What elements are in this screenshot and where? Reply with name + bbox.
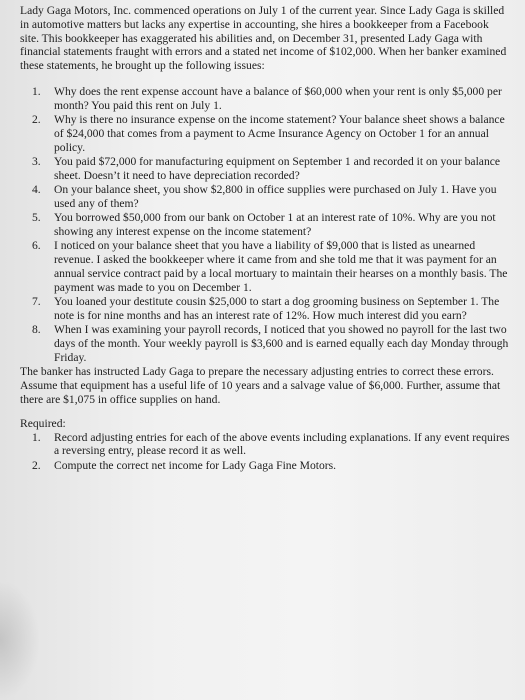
issues-list: [20, 85, 510, 364]
list-item: [32, 211, 510, 239]
list-item: [32, 183, 510, 211]
required-heading: Required:: [20, 416, 66, 430]
list-item: [32, 295, 510, 323]
item-text: You loaned your destitute cousin $25,000 to start a dog grooming business on September 1. The note is for nine months and has an interest rate of 12%. How much interest did you earn?: [54, 294, 500, 322]
item-number: 7.: [32, 294, 41, 308]
item-number: 5.: [32, 211, 41, 225]
item-text: Why is there no insurance expense on the income statement? Your balance sheet shows a balance of $24,000 that comes from a payment to Acme Insurance Agency on October 1 for an annual policy.: [54, 113, 505, 154]
item-number: 1.: [32, 430, 41, 444]
item-text: I noticed on your balance sheet that you have a liability of $9,000 that is listed as unearned revenue. I asked the bookkeeper where it came from and she told me that it was payment for an annual service contract paid by a local mortuary to maintain their hearses on a monthly basis. The payment was made to you on December 1.: [54, 239, 508, 294]
list-item: [32, 431, 510, 459]
document-body: [20, 4, 510, 473]
list-item: [32, 85, 510, 113]
item-number: 1.: [32, 84, 41, 98]
item-text: Compute the correct net income for Lady Gaga Fine Motors.: [54, 458, 337, 472]
list-item: [32, 459, 510, 473]
item-text: You paid $72,000 for manufacturing equipment on September 1 and recorded it on your balance sheet. Doesn’t it need to have depreciation recorded?: [54, 154, 501, 182]
list-item: [32, 239, 510, 294]
item-number: 8.: [32, 323, 41, 337]
item-number: 3.: [32, 154, 41, 168]
list-item: [32, 113, 510, 154]
item-number: 2.: [32, 458, 41, 472]
required-list: [20, 431, 510, 473]
list-item: [32, 323, 510, 364]
item-number: 4.: [32, 183, 41, 197]
list-item: [32, 155, 510, 183]
item-text: You borrowed $50,000 from our bank on October 1 at an interest rate of 10%. Why are you not showing any interest expense on the income statement?: [54, 211, 496, 238]
item-text: On your balance sheet, you show $2,800 in office supplies were purchased on July 1. Have you used any of them?: [54, 183, 497, 210]
page-shadow: [0, 580, 40, 700]
item-text: Record adjusting entries for each of the above events including explanations. If any event requires a reversing entry, please record it as well.: [54, 430, 510, 458]
item-text: When I was examining your payroll records, I noticed that you showed no payroll for the last two days of the month. Your weekly payroll is $3,600 and is earned equally each day Monday through Friday.: [54, 323, 509, 364]
item-text: Why does the rent expense account have a balance of $60,000 when your rent is only $5,000 per month? You paid this rent on July 1.: [54, 84, 502, 112]
closing-paragraph: The banker has instructed Lady Gaga to prepare the necessary adjusting entries to correct these errors. Assume that equipment has a useful life of 10 years and a salvage value of $6,000. Further, assume that there are $1,075 in office supplies on hand.: [20, 365, 501, 407]
item-number: 6.: [32, 239, 41, 253]
intro-paragraph: Lady Gaga Motors, Inc. commenced operations on July 1 of the current year. Since Lady Gaga is skilled in automotive matters but lacks any expertise in accounting, she hires a bookkeeper from a Facebook site. This bookkeeper has exaggerated his abilities and, on December 31, presented Lady Gaga with financial statements fraught with errors and a stated net income of $102,000. When her banker examined these statements, he brought up the following issues:: [20, 4, 507, 73]
item-number: 2.: [32, 113, 41, 127]
